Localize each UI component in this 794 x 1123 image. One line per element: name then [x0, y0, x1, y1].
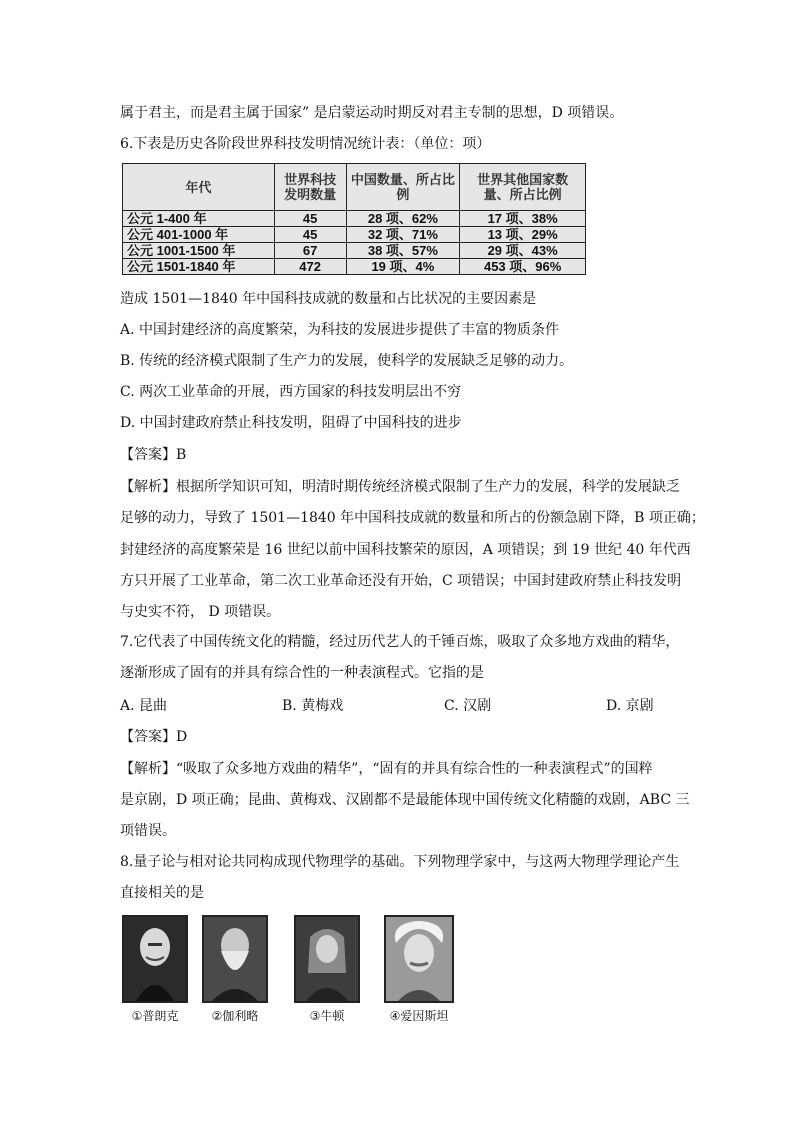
table-header-cell: 世界其他国家数量、所占比例	[460, 164, 586, 211]
physicist-portraits	[122, 915, 462, 1025]
table-header-cell: 世界科技发明数量	[274, 164, 346, 211]
portrait-card	[384, 915, 454, 1024]
table-cell: 38 项、57%	[346, 243, 460, 259]
question-6-explanation-line: 【解析】根据所学知识可知，明清时期传统经济模式限制了生产力的发展，科学的发展缺乏	[120, 479, 680, 495]
question-6-explanation-line: 与史实不符， D 项错误。	[120, 604, 281, 620]
question-7-option-d: D. 京剧	[606, 698, 654, 714]
table-row	[123, 211, 586, 227]
question-6-explanation-line: 封建经济的高度繁荣是 16 世纪以前中国科技繁荣的原因，A 项错误；到 19 世纪 40 年代西	[120, 542, 691, 558]
question-6-stem: 造成 1501—1840 年中国科技成就的数量和占比状况的主要因素是	[120, 291, 537, 307]
question-7-option-a: A. 昆曲	[120, 698, 168, 714]
newton-portrait-icon	[294, 915, 360, 1003]
question-7-answer: 【答案】D	[120, 729, 188, 745]
table-cell: 472	[274, 259, 346, 275]
portrait-caption: ①普朗克	[131, 1009, 179, 1023]
question-6-option-c: C. 两次工业革命的开展，西方国家的科技发明层出不穷	[120, 384, 462, 400]
table-cell: 32 项、71%	[346, 227, 460, 243]
question-7-options	[120, 695, 680, 715]
table-cell: 公元 1001-1500 年	[123, 243, 275, 259]
table-cell: 19 项、4%	[346, 259, 460, 275]
portrait-card	[122, 915, 188, 1024]
planck-portrait-icon	[122, 915, 188, 1003]
question-7-explanation-line: 项错误。	[120, 823, 176, 839]
table-cell: 公元 1-400 年	[123, 211, 275, 227]
question-7-option-b: B. 黄梅戏	[282, 698, 344, 714]
question-6-answer: 【答案】B	[120, 447, 187, 463]
invention-statistics-table	[122, 163, 586, 275]
portrait-caption: ④爱因斯坦	[389, 1009, 449, 1023]
question-7-stem: 7.它代表了中国传统文化的精髓，经过历代艺人的千锤百炼，吸取了众多地方戏曲的精华，	[120, 634, 680, 650]
table-header-cell: 中国数量、所占比例	[346, 164, 460, 211]
table-cell: 67	[274, 243, 346, 259]
table-cell: 公元 401-1000 年	[123, 227, 275, 243]
table-cell: 45	[274, 211, 346, 227]
prev-explanation-tail: 属于君主，而是君主属于国家” 是启蒙运动时期反对君主专制的思想，D 项错误。	[120, 105, 624, 121]
table-header-row	[123, 164, 586, 211]
question-7-explanation-line: 【解析】“吸取了众多地方戏曲的精华”，“固有的并具有综合性的一种表演程式”的国粹	[120, 761, 653, 777]
table-row	[123, 259, 586, 275]
table-header-cell: 年代	[123, 164, 275, 211]
question-6-title: 6.下表是历史各阶段世界科技发明情况统计表：（单位：项）	[120, 136, 491, 152]
portrait-card	[294, 915, 360, 1024]
question-8-stem: 直接相关的是	[120, 885, 204, 901]
portrait-card	[202, 915, 268, 1024]
table-cell: 29 项、43%	[460, 243, 586, 259]
question-6-explanation-line: 方只开展了工业革命，第二次工业革命还没有开始，C 项错误；中国封建政府禁止科技发明	[120, 573, 682, 589]
table-cell: 45	[274, 227, 346, 243]
table-row	[123, 243, 586, 259]
galileo-portrait-icon	[202, 915, 268, 1003]
question-8-stem: 8.量子论与相对论共同构成现代物理学的基础。下列物理学家中，与这两大物理学理论产生	[120, 854, 680, 870]
portrait-caption: ②伽利略	[211, 1009, 259, 1023]
question-7-option-c: C. 汉剧	[444, 698, 492, 714]
question-7-explanation-line: 是京剧，D 项正确；昆曲、黄梅戏、汉剧都不是最能体现中国传统文化精髓的戏剧，ABC 三	[120, 792, 690, 808]
einstein-portrait-icon	[384, 915, 454, 1003]
table-cell: 17 项、38%	[460, 211, 586, 227]
question-6-option-b: B. 传统的经济模式限制了生产力的发展，使科学的发展缺乏足够的动力。	[120, 353, 574, 369]
question-6-option-a: A. 中国封建经济的高度繁荣，为科技的发展进步提供了丰富的物质条件	[120, 322, 560, 338]
table-cell: 公元 1501-1840 年	[123, 259, 275, 275]
table-cell: 28 项、62%	[346, 211, 460, 227]
question-6-explanation-line: 足够的动力，导致了 1501—1840 年中国科技成就的数量和所占的份额急剧下降，B 项正确；	[120, 510, 705, 526]
table-row	[123, 227, 586, 243]
table-cell: 453 项、96%	[460, 259, 586, 275]
question-7-stem: 逐渐形成了固有的并具有综合性的一种表演程式。它指的是	[120, 665, 484, 681]
table-cell: 13 项、29%	[460, 227, 586, 243]
question-6-option-d: D. 中国封建政府禁止科技发明，阻碍了中国科技的进步	[120, 415, 462, 431]
portrait-caption: ③牛顿	[309, 1009, 345, 1023]
